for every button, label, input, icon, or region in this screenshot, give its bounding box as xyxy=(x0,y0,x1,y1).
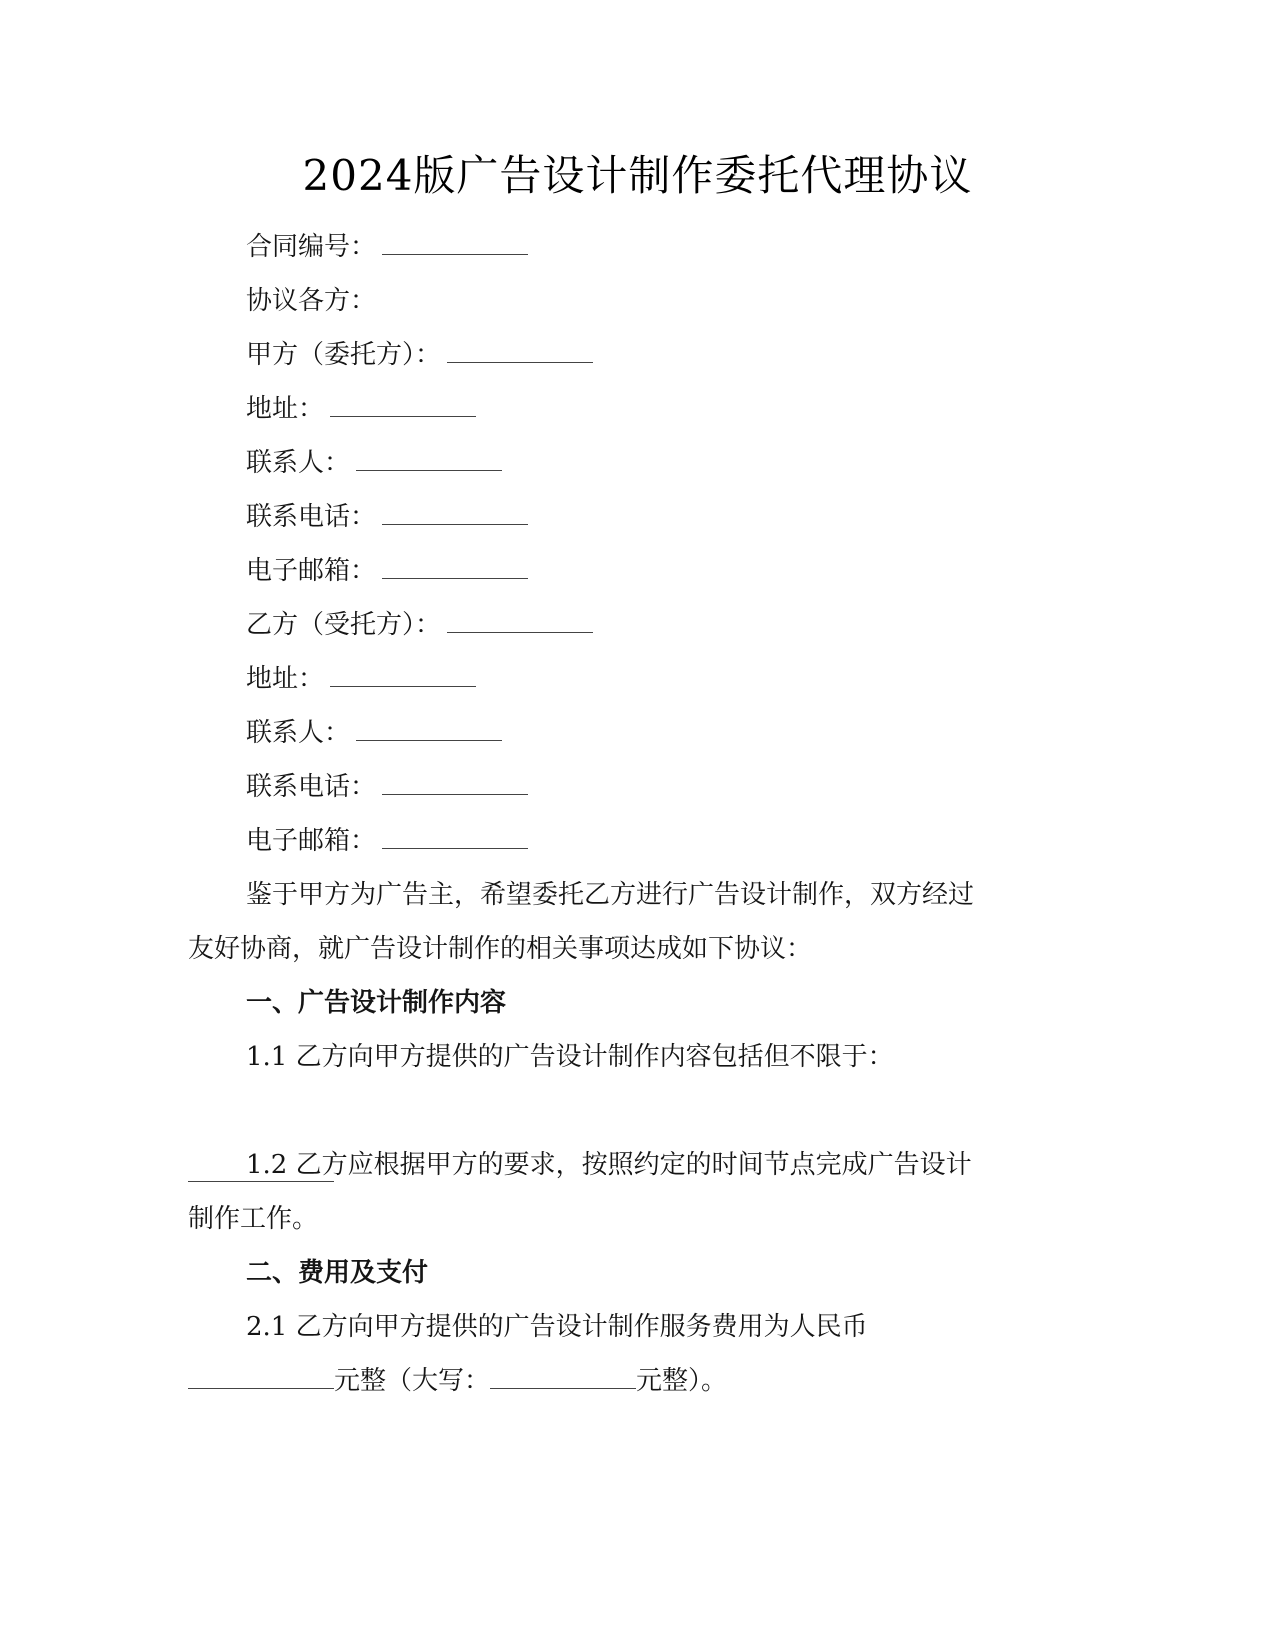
fee-yuan-label: 元整（大写： xyxy=(334,1366,491,1396)
party-b-email-blank[interactable] xyxy=(382,826,528,849)
clause-2-1-line-1: 2.1 乙方向甲方提供的广告设计制作服务费用为人民币 xyxy=(246,1312,868,1342)
party-a-phone-blank[interactable] xyxy=(382,502,528,525)
clause-1-2-line-1: 1.2 乙方应根据甲方的要求，按照约定的时间节点完成广告设计 xyxy=(246,1150,972,1180)
party-b-name-blank[interactable] xyxy=(447,610,593,633)
section-2-heading: 二、费用及支付 xyxy=(246,1258,429,1288)
party-a-address-row xyxy=(246,391,476,427)
contract-number-row xyxy=(246,229,528,265)
party-b-address-row xyxy=(246,661,476,697)
party-b-email-row xyxy=(246,823,528,859)
party-a-email-blank[interactable] xyxy=(382,556,528,579)
party-a-name-blank[interactable] xyxy=(447,340,593,363)
party-a-email-label: 电子邮箱： xyxy=(246,556,377,586)
party-b-heading: 乙方（受托方）： xyxy=(246,610,442,640)
party-a-heading: 甲方（委托方）： xyxy=(246,340,442,370)
clause-1-2-line-2: 制作工作。 xyxy=(188,1204,319,1234)
party-a-phone-label: 联系电话： xyxy=(246,502,377,532)
parties-label: 协议各方： xyxy=(246,286,377,316)
fee-amount-blank[interactable] xyxy=(188,1366,334,1389)
party-a-contact-label: 联系人： xyxy=(246,448,351,478)
fee-amount-capital-blank[interactable] xyxy=(490,1366,636,1389)
section-1-heading: 一、广告设计制作内容 xyxy=(246,988,507,1018)
contract-number-blank[interactable] xyxy=(382,232,528,255)
party-a-contact-blank[interactable] xyxy=(356,448,502,471)
party-b-phone-label: 联系电话： xyxy=(246,772,377,802)
party-b-contact-row xyxy=(246,715,502,751)
document-title: 2024版广告设计制作委托代理协议 xyxy=(302,151,973,200)
clause-1-1: 1.1 乙方向甲方提供的广告设计制作内容包括但不限于： xyxy=(246,1042,894,1072)
party-b-address-blank[interactable] xyxy=(330,664,476,687)
clause-2-1-line-2 xyxy=(188,1363,727,1399)
preamble-line-1: 鉴于甲方为广告主，希望委托乙方进行广告设计制作，双方经过 xyxy=(246,880,975,910)
contract-number-label: 合同编号： xyxy=(246,232,377,262)
party-a-phone-row xyxy=(246,499,528,535)
party-b-row xyxy=(246,607,593,643)
party-a-address-blank[interactable] xyxy=(330,394,476,417)
party-b-email-label: 电子邮箱： xyxy=(246,826,377,856)
party-b-phone-row xyxy=(246,769,528,805)
party-a-email-row xyxy=(246,553,528,589)
preamble-line-2: 友好协商，就广告设计制作的相关事项达成如下协议： xyxy=(188,934,813,964)
party-a-address-label: 地址： xyxy=(246,394,325,424)
fee-end-label: 元整）。 xyxy=(636,1366,728,1396)
party-b-phone-blank[interactable] xyxy=(382,772,528,795)
party-a-contact-row xyxy=(246,445,502,481)
party-a-row xyxy=(246,337,593,373)
party-b-address-label: 地址： xyxy=(246,664,325,694)
party-b-contact-blank[interactable] xyxy=(356,718,502,741)
party-b-contact-label: 联系人： xyxy=(246,718,351,748)
